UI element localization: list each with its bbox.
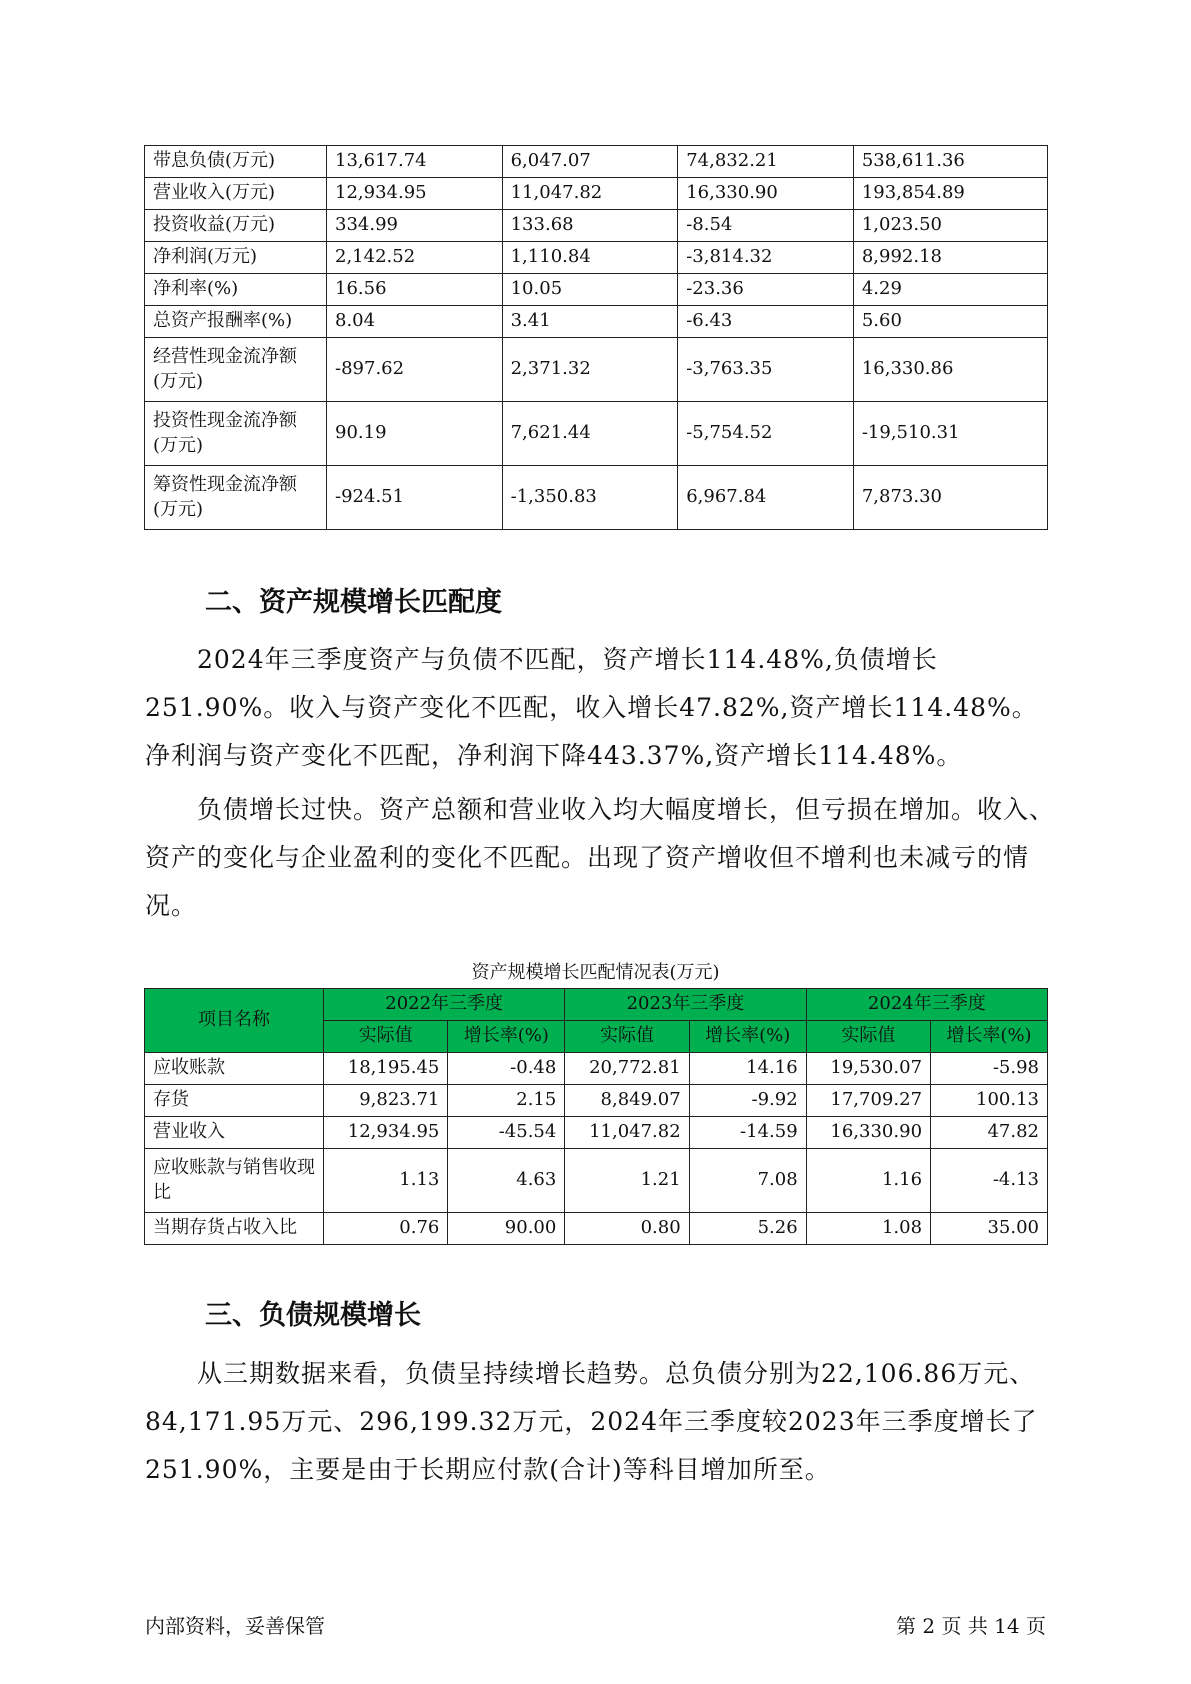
cell: 12,934.95 (327, 178, 503, 210)
cell: 7,873.30 (853, 466, 1047, 530)
cell: 8,992.18 (853, 242, 1047, 274)
growth-rate-header: 增长率(%) (931, 1021, 1048, 1053)
cell: 100.13 (931, 1085, 1048, 1117)
cell: 0.76 (324, 1213, 448, 1245)
cell: 5.26 (689, 1213, 806, 1245)
cell: 2,142.52 (327, 242, 503, 274)
table-row (145, 178, 1048, 210)
cell: 1,023.50 (853, 210, 1047, 242)
cell: 1.16 (806, 1149, 930, 1213)
cell: -45.54 (448, 1117, 565, 1149)
cell: -23.36 (678, 274, 854, 306)
table-header-row (145, 989, 1048, 1021)
cell: -19,510.31 (853, 402, 1047, 466)
growth-rate-header: 增长率(%) (689, 1021, 806, 1053)
table-row (145, 402, 1048, 466)
cell: 35.00 (931, 1213, 1048, 1245)
item-name-header: 项目名称 (145, 989, 324, 1053)
cell: -8.54 (678, 210, 854, 242)
cell: 18,195.45 (324, 1053, 448, 1085)
cell: 6,047.07 (502, 146, 678, 178)
table-row (145, 210, 1048, 242)
cell: -6.43 (678, 306, 854, 338)
cell: -14.59 (689, 1117, 806, 1149)
cell: 4.29 (853, 274, 1047, 306)
cell: 2.15 (448, 1085, 565, 1117)
cell: 20,772.81 (565, 1053, 689, 1085)
cell: 9,823.71 (324, 1085, 448, 1117)
row-label: 应收账款 (145, 1053, 324, 1085)
cell: 538,611.36 (853, 146, 1047, 178)
row-label: 筹资性现金流净额(万元) (145, 466, 327, 530)
paragraph: 2024年三季度资产与负债不匹配，资产增长114.48%,负债增长251.90%。收入与资产变化不匹配，收入增长47.82%,资产增长114.48%。净利润与资产变化不匹配，净利润下降443.37%,资产增长114.48%。 (145, 645, 1038, 770)
row-label: 应收账款与销售收现比 (145, 1149, 324, 1213)
table-row (145, 146, 1048, 178)
cell: 11,047.82 (565, 1117, 689, 1149)
table-row (145, 1053, 1048, 1085)
row-label: 当期存货占收入比 (145, 1213, 324, 1245)
paragraph: 负债增长过快。资产总额和营业收入均大幅度增长，但亏损在增加。收入、资产的变化与企业盈利的变化不匹配。出现了资产增收但不增利也未减亏的情况。 (145, 795, 1056, 920)
cell: 5.60 (853, 306, 1047, 338)
cell: -1,350.83 (502, 466, 678, 530)
cell: 13,617.74 (327, 146, 503, 178)
row-label: 投资收益(万元) (145, 210, 327, 242)
footer-page-number: 第 2 页 共 14 页 (896, 1614, 1046, 1638)
cell: 133.68 (502, 210, 678, 242)
section-heading: 二、资产规模增长匹配度 (205, 587, 502, 618)
cell: -9.92 (689, 1085, 806, 1117)
cell: 1.08 (806, 1213, 930, 1245)
cell: 11,047.82 (502, 178, 678, 210)
row-label: 经营性现金流净额(万元) (145, 338, 327, 402)
table-row (145, 338, 1048, 402)
cell: 90.00 (448, 1213, 565, 1245)
cell: 193,854.89 (853, 178, 1047, 210)
table-row (145, 1213, 1048, 1245)
period-header: 2023年三季度 (565, 989, 806, 1021)
table-row (145, 466, 1048, 530)
cell: 16,330.90 (806, 1117, 930, 1149)
paragraph: 从三期数据来看，负债呈持续增长趋势。总负债分别为22,106.86万元、84,171.95万元、296,199.32万元，2024年三季度较2023年三季度增长了251.90%，主要是由于长期应付款(合计)等科目增加所至。 (145, 1359, 1038, 1484)
period-header: 2024年三季度 (806, 989, 1047, 1021)
table-row (145, 274, 1048, 306)
actual-value-header: 实际值 (324, 1021, 448, 1053)
cell: 334.99 (327, 210, 503, 242)
row-label: 总资产报酬率(%) (145, 306, 327, 338)
cell: 8.04 (327, 306, 503, 338)
asset-growth-table (144, 988, 1048, 1245)
cell: -5.98 (931, 1053, 1048, 1085)
row-label: 净利率(%) (145, 274, 327, 306)
cell: 0.80 (565, 1213, 689, 1245)
table-row (145, 1085, 1048, 1117)
growth-rate-header: 增长率(%) (448, 1021, 565, 1053)
table-row (145, 306, 1048, 338)
cell: 12,934.95 (324, 1117, 448, 1149)
cell: 10.05 (502, 274, 678, 306)
cell: 7.08 (689, 1149, 806, 1213)
cell: -4.13 (931, 1149, 1048, 1213)
section-heading: 三、负债规模增长 (205, 1300, 421, 1331)
period-header: 2022年三季度 (324, 989, 565, 1021)
cell: 3.41 (502, 306, 678, 338)
cell: 1.21 (565, 1149, 689, 1213)
row-label: 营业收入(万元) (145, 178, 327, 210)
cell: 16,330.90 (678, 178, 854, 210)
table-row (145, 1117, 1048, 1149)
row-label: 存货 (145, 1085, 324, 1117)
cell: 7,621.44 (502, 402, 678, 466)
table-caption: 资产规模增长匹配情况表(万元) (471, 962, 720, 983)
cell: 6,967.84 (678, 466, 854, 530)
cell: -3,763.35 (678, 338, 854, 402)
cell: 1.13 (324, 1149, 448, 1213)
cell: -897.62 (327, 338, 503, 402)
cell: -0.48 (448, 1053, 565, 1085)
actual-value-header: 实际值 (806, 1021, 930, 1053)
financial-indicators-table (144, 145, 1048, 530)
cell: -5,754.52 (678, 402, 854, 466)
table-row (145, 1149, 1048, 1213)
row-label: 投资性现金流净额(万元) (145, 402, 327, 466)
cell: 16,330.86 (853, 338, 1047, 402)
actual-value-header: 实际值 (565, 1021, 689, 1053)
cell: 2,371.32 (502, 338, 678, 402)
cell: 17,709.27 (806, 1085, 930, 1117)
row-label: 带息负债(万元) (145, 146, 327, 178)
footer-confidential-note: 内部资料，妥善保管 (145, 1614, 325, 1638)
row-label: 净利润(万元) (145, 242, 327, 274)
table-row (145, 242, 1048, 274)
row-label: 营业收入 (145, 1117, 324, 1149)
cell: 1,110.84 (502, 242, 678, 274)
cell: 4.63 (448, 1149, 565, 1213)
cell: 16.56 (327, 274, 503, 306)
cell: 90.19 (327, 402, 503, 466)
cell: -924.51 (327, 466, 503, 530)
cell: -3,814.32 (678, 242, 854, 274)
cell: 47.82 (931, 1117, 1048, 1149)
cell: 14.16 (689, 1053, 806, 1085)
cell: 19,530.07 (806, 1053, 930, 1085)
cell: 74,832.21 (678, 146, 854, 178)
cell: 8,849.07 (565, 1085, 689, 1117)
